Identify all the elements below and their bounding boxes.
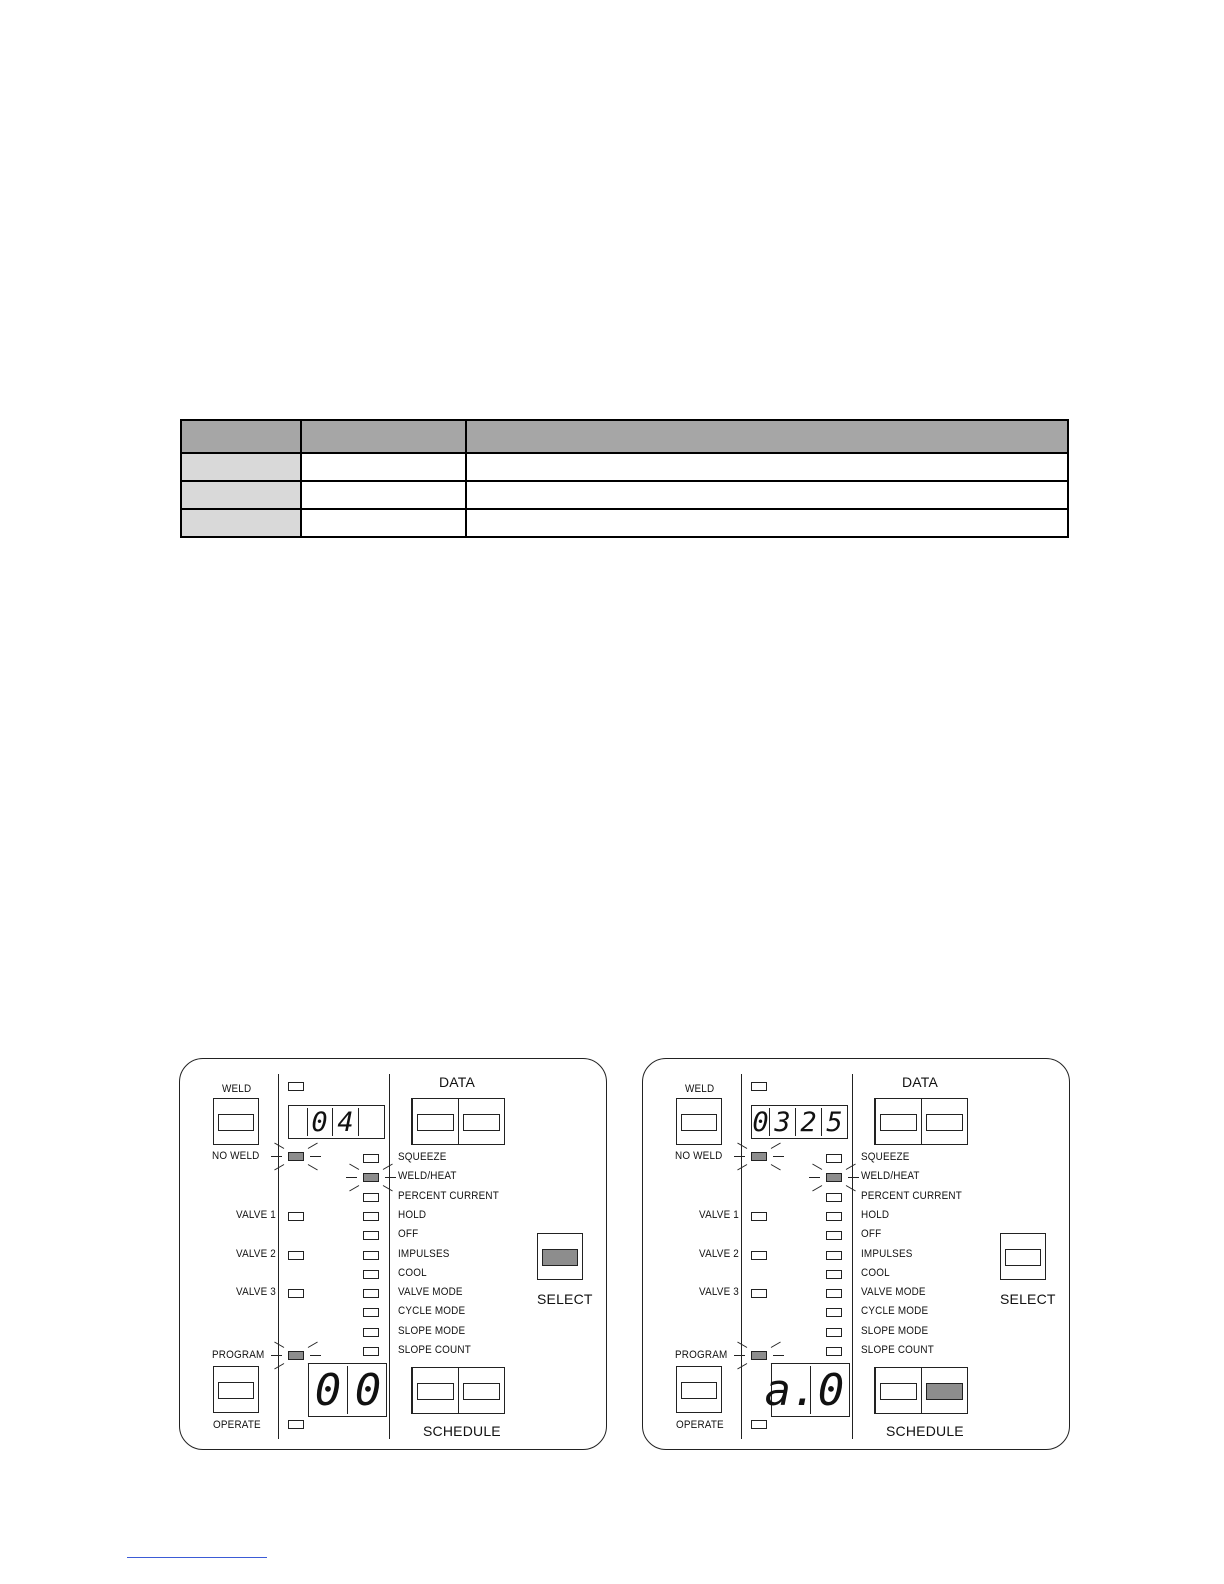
function-led (363, 1173, 379, 1182)
valve2-led (288, 1251, 304, 1260)
weld-no-weld-button[interactable] (213, 1098, 259, 1145)
function-label: SLOPE COUNT (398, 1344, 471, 1356)
schedule-digit: 0 (354, 1364, 382, 1416)
function-led (363, 1328, 379, 1337)
valve1-label: VALVE 1 (236, 1208, 276, 1221)
valve3-led (288, 1289, 304, 1298)
function-label: VALVE MODE (861, 1286, 926, 1299)
top-indicator-led (751, 1082, 767, 1091)
valve3-label: VALVE 3 (699, 1286, 739, 1299)
control-panel-right (642, 1058, 1070, 1450)
table-row (181, 509, 1068, 537)
schedule-down-button[interactable] (412, 1367, 459, 1414)
no-weld-led-blink-ray (308, 1143, 318, 1149)
schedule-up-button-face (926, 1383, 963, 1400)
schedule-buttons (411, 1367, 504, 1414)
schedule-down-button-face (880, 1383, 917, 1400)
weld-label: WELD (222, 1083, 252, 1095)
select-button[interactable] (537, 1233, 583, 1280)
data-down-button-face (880, 1114, 917, 1131)
function-label: HOLD (861, 1208, 890, 1221)
schedule-digit: 0 (309, 1366, 348, 1414)
panel-divider-line (278, 1074, 279, 1439)
function-led (826, 1270, 842, 1279)
data-digit: 5 (826, 1106, 843, 1138)
schedule-up-button[interactable] (458, 1367, 505, 1414)
table-cell (466, 509, 1068, 537)
function-label: COOL (398, 1266, 427, 1279)
weld-label: WELD (685, 1083, 715, 1095)
data-display (751, 1105, 848, 1139)
schedule-label: SCHEDULE (423, 1423, 501, 1439)
operate-led (288, 1420, 304, 1429)
program-button-face (218, 1382, 254, 1399)
table-cell (181, 481, 301, 509)
function-led-blink-ray (848, 1177, 859, 1178)
function-led-blink-ray (809, 1177, 820, 1178)
valve3-label: VALVE 3 (236, 1286, 276, 1299)
function-label: WELD/HEAT (398, 1170, 457, 1183)
table-cell (181, 509, 301, 537)
table-row (181, 481, 1068, 509)
function-label: HOLD (398, 1208, 427, 1221)
function-label: COOL (861, 1266, 890, 1279)
function-led (826, 1308, 842, 1317)
function-led (363, 1347, 379, 1356)
no-weld-led-blink-ray (771, 1164, 781, 1170)
no-weld-led (288, 1152, 304, 1161)
data-digit: 2 (796, 1108, 822, 1136)
function-label: SLOPE MODE (398, 1324, 466, 1337)
table-cell (301, 453, 466, 481)
table-cell (301, 481, 466, 509)
valve2-label: VALVE 2 (699, 1247, 739, 1260)
no-weld-led-blink-ray (308, 1164, 318, 1170)
program-led-blink-ray (773, 1355, 784, 1356)
schedule-digit: a. (764, 1364, 818, 1416)
no-weld-led-blink-ray (737, 1164, 747, 1170)
function-label: SLOPE COUNT (861, 1344, 934, 1356)
function-led (826, 1328, 842, 1337)
function-label: PERCENT CURRENT (398, 1189, 499, 1202)
data-up-button-face (926, 1114, 963, 1131)
schedule-up-button[interactable] (921, 1367, 968, 1414)
valve2-led (751, 1251, 767, 1260)
function-label: IMPULSES (398, 1247, 450, 1260)
table-header-cell (181, 420, 301, 453)
function-led-blink-ray (349, 1164, 359, 1170)
data-digit: 0 (752, 1106, 769, 1138)
no-weld-led-blink-ray (734, 1156, 745, 1157)
function-led (363, 1251, 379, 1260)
function-led (363, 1193, 379, 1202)
table-header-row (181, 420, 1068, 453)
function-led-blink-ray (846, 1164, 856, 1170)
data-digit: 0 (307, 1108, 333, 1136)
program-led-blink-ray (310, 1355, 321, 1356)
schedule-up-button-face (463, 1383, 500, 1400)
footer-link-underline (127, 1557, 267, 1558)
data-label: DATA (902, 1074, 939, 1090)
program-led-blink-ray (274, 1363, 284, 1369)
valve2-label: VALVE 2 (236, 1247, 276, 1260)
function-led (363, 1308, 379, 1317)
table-header-cell (466, 420, 1068, 453)
table-cell (301, 509, 466, 537)
no-weld-led-blink-ray (310, 1156, 321, 1157)
no-weld-led-blink-ray (274, 1164, 284, 1170)
data-up-button[interactable] (458, 1098, 505, 1145)
table-row (181, 453, 1068, 481)
data-digit (359, 1108, 384, 1136)
function-label: SQUEEZE (861, 1151, 910, 1163)
data-up-button-face (463, 1114, 500, 1131)
data-buttons (874, 1098, 967, 1145)
program-led-blink-ray (771, 1342, 781, 1348)
data-label: DATA (439, 1074, 476, 1090)
panel-divider-line (741, 1074, 742, 1439)
function-led (826, 1212, 842, 1221)
no-weld-led-blink-ray (271, 1156, 282, 1157)
valve3-led (751, 1289, 767, 1298)
select-button-face (1005, 1249, 1041, 1266)
function-led (826, 1289, 842, 1298)
program-button-face (681, 1382, 717, 1399)
program-led-blink-ray (737, 1363, 747, 1369)
panel-divider-line (389, 1074, 390, 1439)
table-header-cell (301, 420, 466, 453)
function-led-blink-ray (383, 1185, 393, 1191)
valve1-label: VALVE 1 (699, 1208, 739, 1221)
panel-divider-line (852, 1074, 853, 1439)
data-down-button-face (417, 1114, 454, 1131)
function-led (826, 1251, 842, 1260)
program-label: PROGRAM (675, 1349, 728, 1361)
data-display (288, 1105, 385, 1139)
schedule-display (764, 1363, 850, 1417)
function-led-blink-ray (383, 1164, 393, 1170)
data-down-button[interactable] (875, 1098, 922, 1145)
no-weld-led-blink-ray (771, 1143, 781, 1149)
select-label: SELECT (537, 1291, 593, 1307)
no-weld-led-blink-ray (274, 1143, 284, 1149)
function-label: CYCLE MODE (861, 1305, 929, 1318)
function-label: IMPULSES (861, 1247, 913, 1260)
function-led-blink-ray (385, 1177, 396, 1178)
function-led (363, 1270, 379, 1279)
operate-label: OPERATE (676, 1419, 724, 1431)
data-table (180, 419, 1069, 538)
function-led-blink-ray (349, 1185, 359, 1191)
data-digit (289, 1108, 308, 1136)
function-led (363, 1212, 379, 1221)
weld-no-weld-button[interactable] (676, 1098, 722, 1145)
no-weld-label: NO WELD (675, 1150, 723, 1162)
function-label: CYCLE MODE (398, 1305, 466, 1318)
operate-led (751, 1420, 767, 1429)
program-label: PROGRAM (212, 1349, 265, 1361)
valve1-led (751, 1212, 767, 1221)
operate-label: OPERATE (213, 1419, 261, 1431)
table-cell (466, 481, 1068, 509)
program-operate-button[interactable] (676, 1366, 722, 1413)
data-buttons (411, 1098, 504, 1145)
program-led-blink-ray (271, 1355, 282, 1356)
valve1-led (288, 1212, 304, 1221)
control-panel-left (179, 1058, 607, 1450)
table-cell (181, 453, 301, 481)
function-led-blink-ray (846, 1185, 856, 1191)
select-label: SELECT (1000, 1291, 1056, 1307)
program-led-blink-ray (274, 1342, 284, 1348)
program-led-blink-ray (737, 1342, 747, 1348)
function-label: PERCENT CURRENT (861, 1189, 962, 1202)
function-led (826, 1231, 842, 1240)
schedule-digit: 0 (817, 1364, 845, 1416)
schedule-display (308, 1363, 387, 1417)
data-down-button[interactable] (412, 1098, 459, 1145)
function-led-blink-ray (812, 1185, 822, 1191)
no-weld-label: NO WELD (212, 1150, 260, 1162)
program-operate-button[interactable] (213, 1366, 259, 1413)
no-weld-led (751, 1152, 767, 1161)
schedule-buttons (874, 1367, 967, 1414)
function-label: WELD/HEAT (861, 1170, 920, 1183)
no-weld-led-blink-ray (737, 1143, 747, 1149)
function-led (826, 1173, 842, 1182)
schedule-down-button-face (417, 1383, 454, 1400)
function-label: OFF (861, 1228, 882, 1241)
program-led-blink-ray (734, 1355, 745, 1356)
function-led (363, 1154, 379, 1163)
program-led (288, 1351, 304, 1360)
select-button[interactable] (1000, 1233, 1046, 1280)
program-led (751, 1351, 767, 1360)
function-led-blink-ray (346, 1177, 357, 1178)
weld-button-face (218, 1114, 254, 1131)
weld-button-face (681, 1114, 717, 1131)
function-led (826, 1154, 842, 1163)
table-cell (466, 453, 1068, 481)
data-up-button[interactable] (921, 1098, 968, 1145)
function-led (363, 1231, 379, 1240)
function-led-blink-ray (812, 1164, 822, 1170)
schedule-down-button[interactable] (875, 1367, 922, 1414)
function-label: VALVE MODE (398, 1286, 463, 1299)
schedule-label: SCHEDULE (886, 1423, 964, 1439)
function-label: SQUEEZE (398, 1151, 447, 1163)
function-led (826, 1347, 842, 1356)
top-indicator-led (288, 1082, 304, 1091)
data-digit: 4 (333, 1108, 359, 1136)
function-led (363, 1289, 379, 1298)
function-label: OFF (398, 1228, 419, 1241)
function-led (826, 1193, 842, 1202)
program-led-blink-ray (308, 1342, 318, 1348)
function-label: SLOPE MODE (861, 1324, 929, 1337)
data-digit: 3 (770, 1108, 796, 1136)
no-weld-led-blink-ray (773, 1156, 784, 1157)
select-button-face (542, 1249, 578, 1266)
